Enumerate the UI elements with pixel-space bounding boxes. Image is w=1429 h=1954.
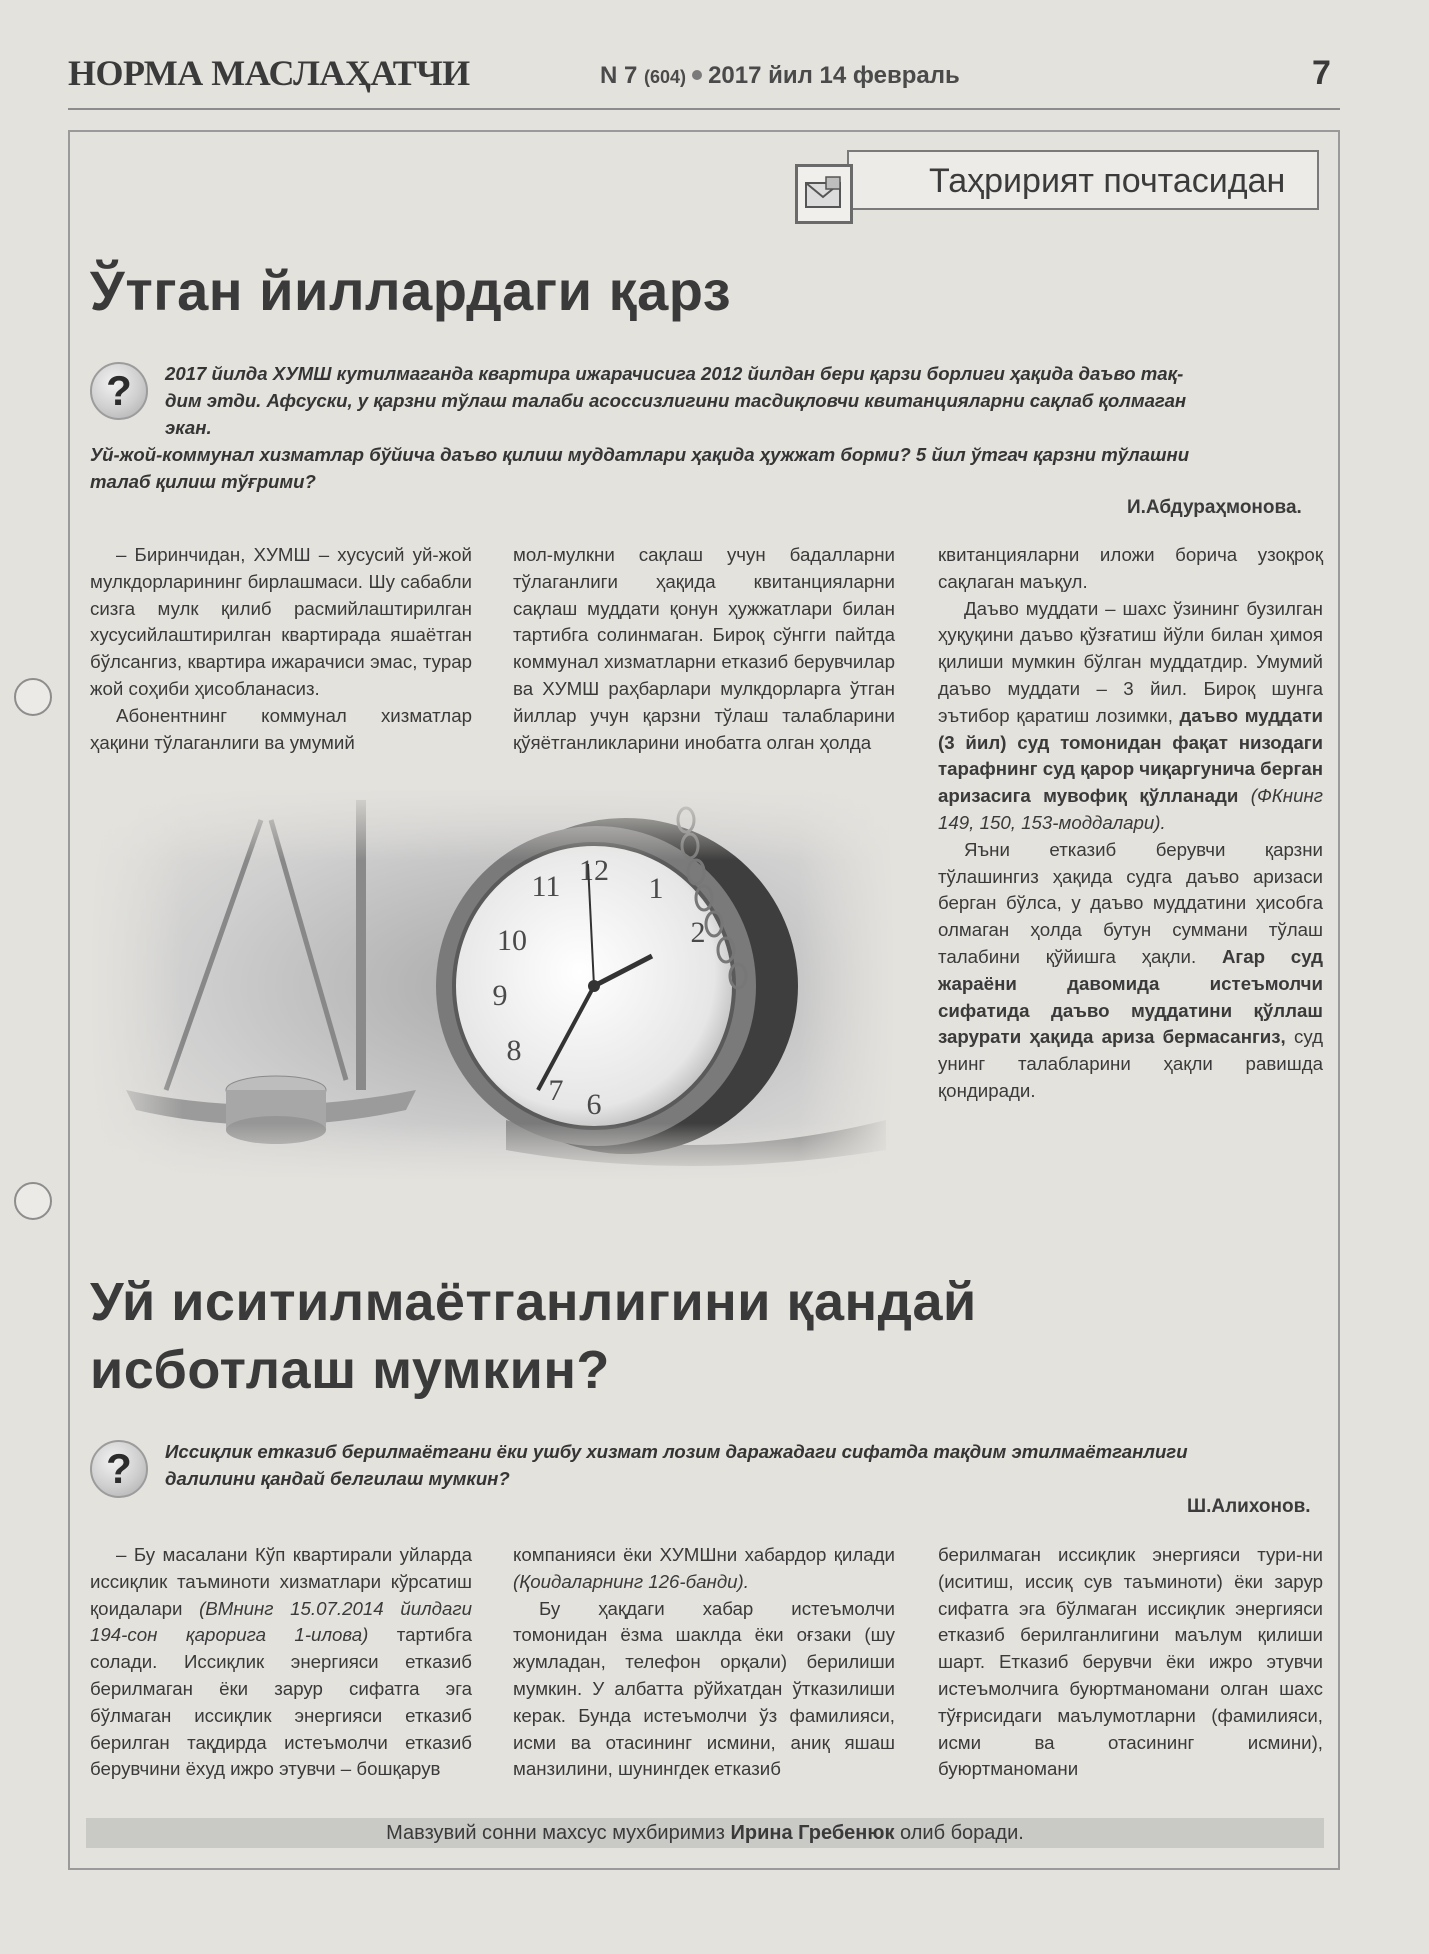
rubric <box>795 150 1319 226</box>
article2-column2 <box>513 1542 895 1783</box>
article1-column1 <box>90 542 472 756</box>
article1-question-part1 <box>165 360 1323 441</box>
article1-column3 <box>938 542 1323 1105</box>
rubric-label: Таҳририят почтасидан <box>929 162 1286 200</box>
article2-column3 <box>938 1542 1323 1783</box>
issue-number: N 7 <box>600 62 638 89</box>
title-line: исботлаш мумкин? <box>90 1340 610 1400</box>
question-line: Уй-жой-коммунал хизматлар бўйича даъво қилиш муддатлари ҳақида ҳужжат борми? 5 йил ўтгач қарзни тўлашни <box>90 444 1190 465</box>
title-line: Уй иситилмаётганлигини қандай <box>90 1272 977 1332</box>
paragraph: – Бу масалани Кўп квартирали уйларда иссиқлик таъминоти хизматлари кўрсатиш қоидалари (ВМнинг 15.07.2014 йилдаги 194-сон қарорига 1-илова) тартибга солади. Иссиқлик энергияси етказиб берилмаган ёки зарур сифатга эга бўлмаган иссиқлик энергияси етказиб берилган тақдирда истеъмолчи етказиб берувчини ёхуд ижро этувчи – бошқарув <box>90 1544 472 1780</box>
binder-hole <box>14 1182 52 1220</box>
article1-question-part2 <box>90 441 1323 495</box>
correspondent-name: Ирина Гребенюк <box>730 1822 895 1844</box>
question-line: талаб қилиш тўғрими? <box>90 471 316 492</box>
article2-question <box>165 1438 1323 1492</box>
masthead: НОРМА МАСЛАҲАТЧИ <box>68 53 470 93</box>
page-number: 7 <box>1312 54 1331 92</box>
column-footer: Мавзувий сонни махсус мухбиримиз Ирина Гребенюк олиб боради. <box>86 1818 1324 1848</box>
paragraph: квитанцияларни иложи борича узоқроқ сақлаган маъқул. <box>938 544 1323 592</box>
bullet-icon <box>692 70 702 80</box>
question-line: дим этди. Афсуски, у қарзни тўлаш талаби асоссизлигини тасдиқловчи квитанцияларни сақлаб қолмаган <box>165 390 1187 411</box>
paragraph: мол-мулкни сақлаш учун бадалларни тўлаганлиги ҳақида квитанцияларни сақлаш муддати қонун ҳужжатлари билан тартибга солинмаган. Бироқ сўнгги пайтда коммунал хизматларни етказиб берувчилар ва ХУМШ раҳбарлари мулкдорларга ўтган йиллар учун қарзни тўлаш талабларини қўяётганликларини инобатга олган ҳолда <box>513 544 895 753</box>
paragraph: Бу ҳақдаги хабар истеъмолчи томонидан ёзма шаклда ёки оғзаки (шу жумладан, телефон орқали) берилиши мумкин. У албатта рўйхатдан ўтказилиши керак. Бунда истеъмолчи ўз фамилияси, исми ва отасининг исмини, аниқ яшаш манзилини, шунингдек етказиб <box>513 1597 895 1780</box>
article2-title <box>90 1268 977 1404</box>
article1-signature: И.Абдураҳмонова. <box>1127 497 1302 518</box>
rubric-box <box>847 150 1319 210</box>
question-line: экан. <box>165 417 212 438</box>
article2-column1 <box>90 1542 472 1783</box>
clock-and-scales-photo <box>86 790 896 1182</box>
issue-date: 2017 йил 14 февраль <box>708 62 960 89</box>
mail-envelope-icon <box>795 164 853 224</box>
question-line: 2017 йилда ХУМШ кутилмаганда квартира ижарачисига 2012 йилдан бери қарзи борлиги ҳақида даъво тақ- <box>165 363 1184 384</box>
article1-column2 <box>513 542 895 756</box>
question-line: Иссиқлик етказиб берилмаётгани ёки ушбу хизмат лозим даражадаги сифатда тақдим этилмаётганлиги <box>165 1441 1188 1462</box>
issue-info <box>600 62 960 90</box>
header-divider <box>68 108 1340 110</box>
paragraph: Даъво муддати – шахс ўзининг бузилган ҳуқуқини даъво қўзғатиш йўли билан ҳимоя қилиши мумкин бўлган муддатдир. Умумий даъво муддати – 3 йил. Бироқ шунга эътибор қаратиш лозимки, даъво муддати (3 йил) суд томонидан фақат низодаги тарафнинг суд қарор чиқаргунича берган аризасига мувофиқ қўлланади (ФКнинг 149, 150, 153-моддалари). <box>938 597 1324 833</box>
paragraph: – Биринчидан, ХУМШ – хусусий уй-жой мулкдорларининг бирлашмаси. Шу сабабли сизга мулк қилиб расмийлаштирилган хусусийлаштирилган квартирада яшаётган бўлсангиз, квартира ижарачиси эмас, турар жой соҳиби ҳисобланасиз. <box>90 544 472 699</box>
paragraph: Абонентнинг коммунал хизматлар ҳақини тўлаганлиги ва умумий <box>90 704 472 753</box>
paragraph: Яъни етказиб берувчи қарзни тўлашингиз ҳақида судга даъво аризаси берган бўлса, у даъво муддатини ҳисобга олмаган ҳолда бутун суммани тўлаш талабини қўйишга ҳақли. Агар суд жараёни давомида истеъмолчи сифатида даъво муддатини қўллаш зарурати ҳақида ариза бермасангиз, суд унинг талабларини ҳақли равишда қондиради. <box>938 838 1323 1101</box>
question-icon: ? <box>90 362 148 420</box>
paragraph: берилмаган иссиқлик энергияси тури-ни (иситиш, иссиқ сув таъминоти) ёки зарур сифатга эга бўлмаган иссиқлик энергияси етказиб берилганлигини маълум қилиши шарт. Етказиб берувчи ёки ижро этувчи истеъмолчига буюртманомани олган шахс тўғрисидаги маълумотларни (фамилияси, исми ва отасининг исмини), буюртманомани <box>938 1544 1323 1780</box>
article1-title: Ўтган йиллардаги қарз <box>90 259 732 322</box>
issue-total: (604) <box>644 67 687 87</box>
binder-hole <box>14 678 52 716</box>
question-line: далилини қандай белгилаш мумкин? <box>165 1468 510 1489</box>
paragraph: компанияси ёки ХУМШни хабардор қилади (Қоидаларнинг 126-банди). <box>513 1544 895 1592</box>
question-icon: ? <box>90 1440 148 1498</box>
article2-signature: Ш.Алихонов. <box>1187 1496 1311 1517</box>
